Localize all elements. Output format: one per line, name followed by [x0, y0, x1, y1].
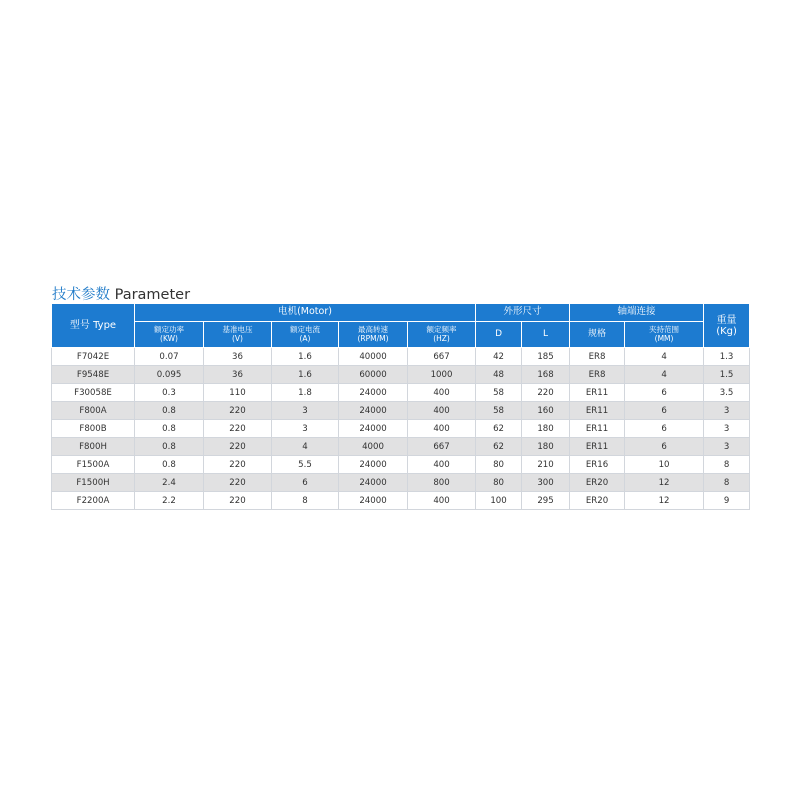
- table-cell: 220: [522, 384, 570, 402]
- table-cell: 180: [522, 420, 570, 438]
- table-cell: 220: [204, 456, 272, 474]
- table-cell: 24000: [339, 456, 408, 474]
- table-cell: 4: [625, 348, 704, 366]
- page-title: [52, 283, 190, 304]
- title-cn: 技术参数: [52, 287, 110, 303]
- table-cell: 24000: [339, 474, 408, 492]
- header-voltage-unit: (V): [232, 333, 243, 343]
- header-current: [272, 322, 339, 348]
- table-cell: 60000: [339, 366, 408, 384]
- table-cell: 220: [204, 402, 272, 420]
- table-cell: 3: [272, 402, 339, 420]
- table-cell: 400: [408, 492, 476, 510]
- table-cell: 0.8: [135, 420, 204, 438]
- table-cell: 667: [408, 438, 476, 456]
- header-power: [135, 322, 204, 348]
- model-cell: F1500A: [52, 456, 135, 474]
- table-row: [52, 492, 750, 510]
- table-cell: 1.5: [704, 366, 750, 384]
- table-cell: 300: [522, 474, 570, 492]
- header-freq: [408, 322, 476, 348]
- table-cell: 6: [625, 438, 704, 456]
- table-cell: 6: [272, 474, 339, 492]
- table-cell: 4: [625, 366, 704, 384]
- table-cell: 62: [476, 438, 522, 456]
- table-cell: 168: [522, 366, 570, 384]
- table-body: [52, 348, 750, 510]
- parameter-table: [51, 303, 750, 510]
- table-cell: 12: [625, 474, 704, 492]
- model-cell: F800A: [52, 402, 135, 420]
- table-cell: 2.2: [135, 492, 204, 510]
- table-cell: ER11: [570, 384, 625, 402]
- table-cell: 220: [204, 438, 272, 456]
- table-cell: 1000: [408, 366, 476, 384]
- table-cell: 80: [476, 474, 522, 492]
- table-cell: 3: [704, 438, 750, 456]
- header-clamp-unit: (MM): [654, 333, 674, 343]
- header-speed-unit: (RPM/M): [357, 333, 389, 343]
- header-shaft: 轴端连接: [570, 304, 704, 322]
- table-cell: ER20: [570, 492, 625, 510]
- table-cell: 9: [704, 492, 750, 510]
- header-motor: 电机(Motor): [135, 304, 476, 322]
- header-power-cn: 额定功率: [154, 325, 184, 335]
- table-cell: 100: [476, 492, 522, 510]
- table-cell: 800: [408, 474, 476, 492]
- table-cell: 58: [476, 402, 522, 420]
- table-cell: 24000: [339, 402, 408, 420]
- table-cell: 36: [204, 348, 272, 366]
- header-voltage-cn: 基准电压: [222, 325, 253, 335]
- table-cell: ER8: [570, 348, 625, 366]
- title-en: Parameter: [114, 287, 191, 303]
- header-spec: 规格: [570, 322, 625, 348]
- table-cell: 80: [476, 456, 522, 474]
- model-cell: F1500H: [52, 474, 135, 492]
- table-cell: 3: [272, 420, 339, 438]
- table-row: [52, 474, 750, 492]
- table-cell: 3: [704, 402, 750, 420]
- table-row: [52, 456, 750, 474]
- table-cell: 220: [204, 420, 272, 438]
- table-cell: 12: [625, 492, 704, 510]
- header-clamp-cn: 夹持范围: [649, 325, 680, 335]
- header-d: D: [476, 322, 522, 348]
- table-cell: 36: [204, 366, 272, 384]
- table-row: [52, 420, 750, 438]
- table-cell: 1.6: [272, 366, 339, 384]
- table-cell: 0.8: [135, 402, 204, 420]
- header-power-unit: (KW): [160, 333, 178, 343]
- table-cell: 400: [408, 420, 476, 438]
- model-cell: F800B: [52, 420, 135, 438]
- header-size: 外形尺寸: [476, 304, 570, 322]
- table-cell: 1.6: [272, 348, 339, 366]
- table-cell: 24000: [339, 492, 408, 510]
- table-cell: 185: [522, 348, 570, 366]
- header-voltage: [204, 322, 272, 348]
- header-freq-cn: 额定频率: [426, 325, 457, 335]
- table-row: [52, 384, 750, 402]
- header-speed-cn: 最高转速: [358, 325, 388, 335]
- table-cell: ER20: [570, 474, 625, 492]
- table-cell: 110: [204, 384, 272, 402]
- header-weight-unit: (Kg): [716, 325, 737, 337]
- model-cell: F7042E: [52, 348, 135, 366]
- header-speed: [339, 322, 408, 348]
- header-l: L: [522, 322, 570, 348]
- table-cell: 220: [204, 474, 272, 492]
- header-current-cn: 额定电流: [290, 325, 320, 335]
- table-cell: 48: [476, 366, 522, 384]
- table-cell: 8: [272, 492, 339, 510]
- table-cell: 210: [522, 456, 570, 474]
- table-cell: 0.07: [135, 348, 204, 366]
- table-cell: 180: [522, 438, 570, 456]
- table-cell: ER16: [570, 456, 625, 474]
- table-cell: 400: [408, 456, 476, 474]
- table-cell: 24000: [339, 420, 408, 438]
- table-cell: 3: [704, 420, 750, 438]
- header-weight-cn: 重量: [716, 314, 737, 326]
- table-cell: 10: [625, 456, 704, 474]
- table-cell: 220: [204, 492, 272, 510]
- table-cell: 58: [476, 384, 522, 402]
- table-cell: 0.3: [135, 384, 204, 402]
- header-current-unit: (A): [299, 333, 311, 343]
- table-cell: 160: [522, 402, 570, 420]
- table-row: [52, 366, 750, 384]
- table-cell: 5.5: [272, 456, 339, 474]
- table-cell: 4: [272, 438, 339, 456]
- table-cell: 40000: [339, 348, 408, 366]
- header-clamp: [625, 322, 704, 348]
- table-cell: 6: [625, 402, 704, 420]
- table-cell: 6: [625, 420, 704, 438]
- header-type: 型号 Type: [52, 304, 135, 348]
- table-cell: 1.3: [704, 348, 750, 366]
- model-cell: F30058E: [52, 384, 135, 402]
- table-cell: 4000: [339, 438, 408, 456]
- table-cell: 62: [476, 420, 522, 438]
- table-cell: 2.4: [135, 474, 204, 492]
- table-cell: 8: [704, 456, 750, 474]
- table-cell: 400: [408, 384, 476, 402]
- table-cell: ER8: [570, 366, 625, 384]
- model-cell: F9548E: [52, 366, 135, 384]
- header-weight: [704, 304, 750, 348]
- table-cell: 0.8: [135, 438, 204, 456]
- header-freq-unit: (HZ): [433, 333, 450, 343]
- table-row: [52, 438, 750, 456]
- table-cell: ER11: [570, 438, 625, 456]
- model-cell: F800H: [52, 438, 135, 456]
- table-cell: 24000: [339, 384, 408, 402]
- table-cell: 42: [476, 348, 522, 366]
- table-cell: 1.8: [272, 384, 339, 402]
- table-cell: 0.8: [135, 456, 204, 474]
- table-cell: 295: [522, 492, 570, 510]
- model-cell: F2200A: [52, 492, 135, 510]
- table-cell: ER11: [570, 420, 625, 438]
- table-cell: 667: [408, 348, 476, 366]
- table-row: [52, 348, 750, 366]
- table-cell: 0.095: [135, 366, 204, 384]
- table-cell: ER11: [570, 402, 625, 420]
- table-cell: 400: [408, 402, 476, 420]
- table-cell: 3.5: [704, 384, 750, 402]
- table-row: [52, 402, 750, 420]
- table-cell: 6: [625, 384, 704, 402]
- table-cell: 8: [704, 474, 750, 492]
